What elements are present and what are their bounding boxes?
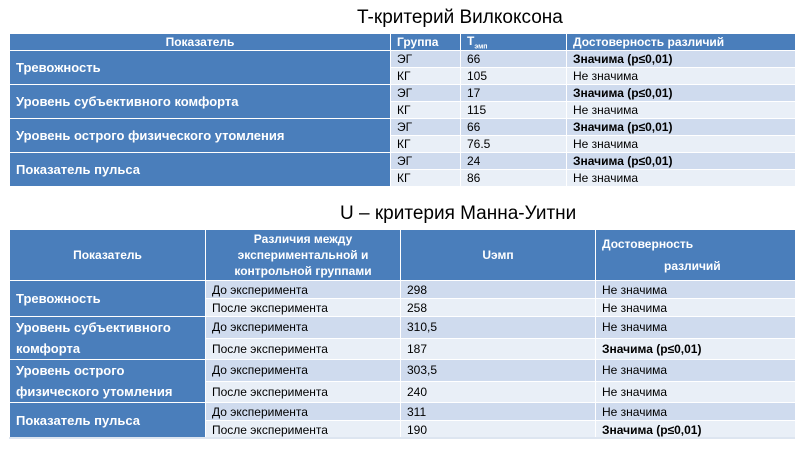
cell-significance: Не значима — [567, 68, 796, 85]
header-group: Группа — [391, 34, 461, 51]
cell-value: 190 — [401, 421, 596, 439]
cell-value: 258 — [401, 299, 596, 317]
cell-value: 310,5 — [401, 317, 596, 339]
header-significance: Достоверность различий — [567, 34, 796, 51]
table1-title: T-критерий Вилкоксона — [357, 7, 563, 28]
header-significance: Достоверность различий — [596, 230, 796, 281]
cell-group: КГ — [391, 136, 461, 153]
cell-value: 187 — [401, 338, 596, 360]
table-row — [10, 317, 796, 339]
row-indicator-label: Уровень острого физического утомления — [10, 119, 391, 153]
cell-significance: Значима (p≤0,01) — [567, 85, 796, 102]
table-row — [10, 281, 796, 299]
cell-value: 66 — [461, 119, 567, 136]
cell-period: После эксперимента — [206, 299, 401, 317]
cell-period: До эксперимента — [206, 403, 401, 421]
cell-significance: Значима (p≤0,01) — [596, 338, 796, 360]
mann-whitney-table — [9, 229, 796, 439]
cell-significance: Не значима — [567, 102, 796, 119]
cell-group: ЭГ — [391, 153, 461, 170]
wilcoxon-table — [9, 33, 796, 187]
cell-significance: Не значима — [596, 317, 796, 339]
row-indicator-label: Показатель пульса — [10, 153, 391, 187]
row-indicator-label: Показатель пульса — [10, 403, 206, 439]
cell-significance: Не значима — [567, 136, 796, 153]
bottom-divider — [9, 437, 795, 439]
cell-value: 105 — [461, 68, 567, 85]
cell-group: ЭГ — [391, 51, 461, 68]
cell-value: 86 — [461, 170, 567, 187]
row-indicator-label: Тревожность — [10, 51, 391, 85]
header-indicator: Показатель — [10, 34, 391, 51]
table-row — [10, 360, 796, 382]
header-indicator: Показатель — [10, 230, 206, 281]
table-row — [10, 119, 796, 136]
mann-whitney-header-row — [10, 230, 796, 281]
table-row — [10, 85, 796, 102]
table-row — [10, 51, 796, 68]
cell-significance: Не значима — [596, 360, 796, 382]
cell-significance: Значима (p≤0,01) — [596, 421, 796, 439]
cell-value: 240 — [401, 381, 596, 403]
cell-value: 24 — [461, 153, 567, 170]
cell-period: После эксперимента — [206, 338, 401, 360]
wilcoxon-header-row — [10, 34, 796, 51]
cell-value: 311 — [401, 403, 596, 421]
table2-title: U – критерия Манна-Уитни — [340, 203, 577, 224]
cell-value: 298 — [401, 281, 596, 299]
cell-significance: Значима (p≤0,01) — [567, 119, 796, 136]
cell-group: КГ — [391, 102, 461, 119]
header-difference: Различия между экспериментальной и контрольной группами — [206, 230, 401, 281]
cell-value: 76.5 — [461, 136, 567, 153]
cell-value: 17 — [461, 85, 567, 102]
table-row — [10, 403, 796, 421]
cell-significance: Не значима — [596, 381, 796, 403]
row-indicator-label: Уровень субъективного комфорта — [10, 85, 391, 119]
cell-group: КГ — [391, 170, 461, 187]
cell-group: КГ — [391, 68, 461, 85]
row-indicator-label: Уровень субъективного комфорта — [10, 317, 206, 360]
header-t-emp: $T_{эмп}$ — [461, 34, 567, 51]
cell-period: До эксперимента — [206, 360, 401, 382]
cell-group: ЭГ — [391, 119, 461, 136]
cell-significance: Не значима — [596, 299, 796, 317]
table-row — [10, 153, 796, 170]
cell-significance: Значима (p≤0,01) — [567, 153, 796, 170]
cell-period: После эксперимента — [206, 381, 401, 403]
cell-period: До эксперимента — [206, 281, 401, 299]
row-indicator-label: Тревожность — [10, 281, 206, 317]
cell-significance: Не значима — [567, 170, 796, 187]
cell-significance: Значима (p≤0,01) — [567, 51, 796, 68]
cell-group: ЭГ — [391, 85, 461, 102]
cell-period: После эксперимента — [206, 421, 401, 439]
cell-value: 66 — [461, 51, 567, 68]
cell-significance: Не значима — [596, 403, 796, 421]
row-indicator-label: Уровень острого физического утомления — [10, 360, 206, 403]
cell-period: До эксперимента — [206, 317, 401, 339]
cell-value: 115 — [461, 102, 567, 119]
header-u-emp: Uэмп — [401, 230, 596, 281]
cell-value: 303,5 — [401, 360, 596, 382]
cell-significance: Не значима — [596, 281, 796, 299]
